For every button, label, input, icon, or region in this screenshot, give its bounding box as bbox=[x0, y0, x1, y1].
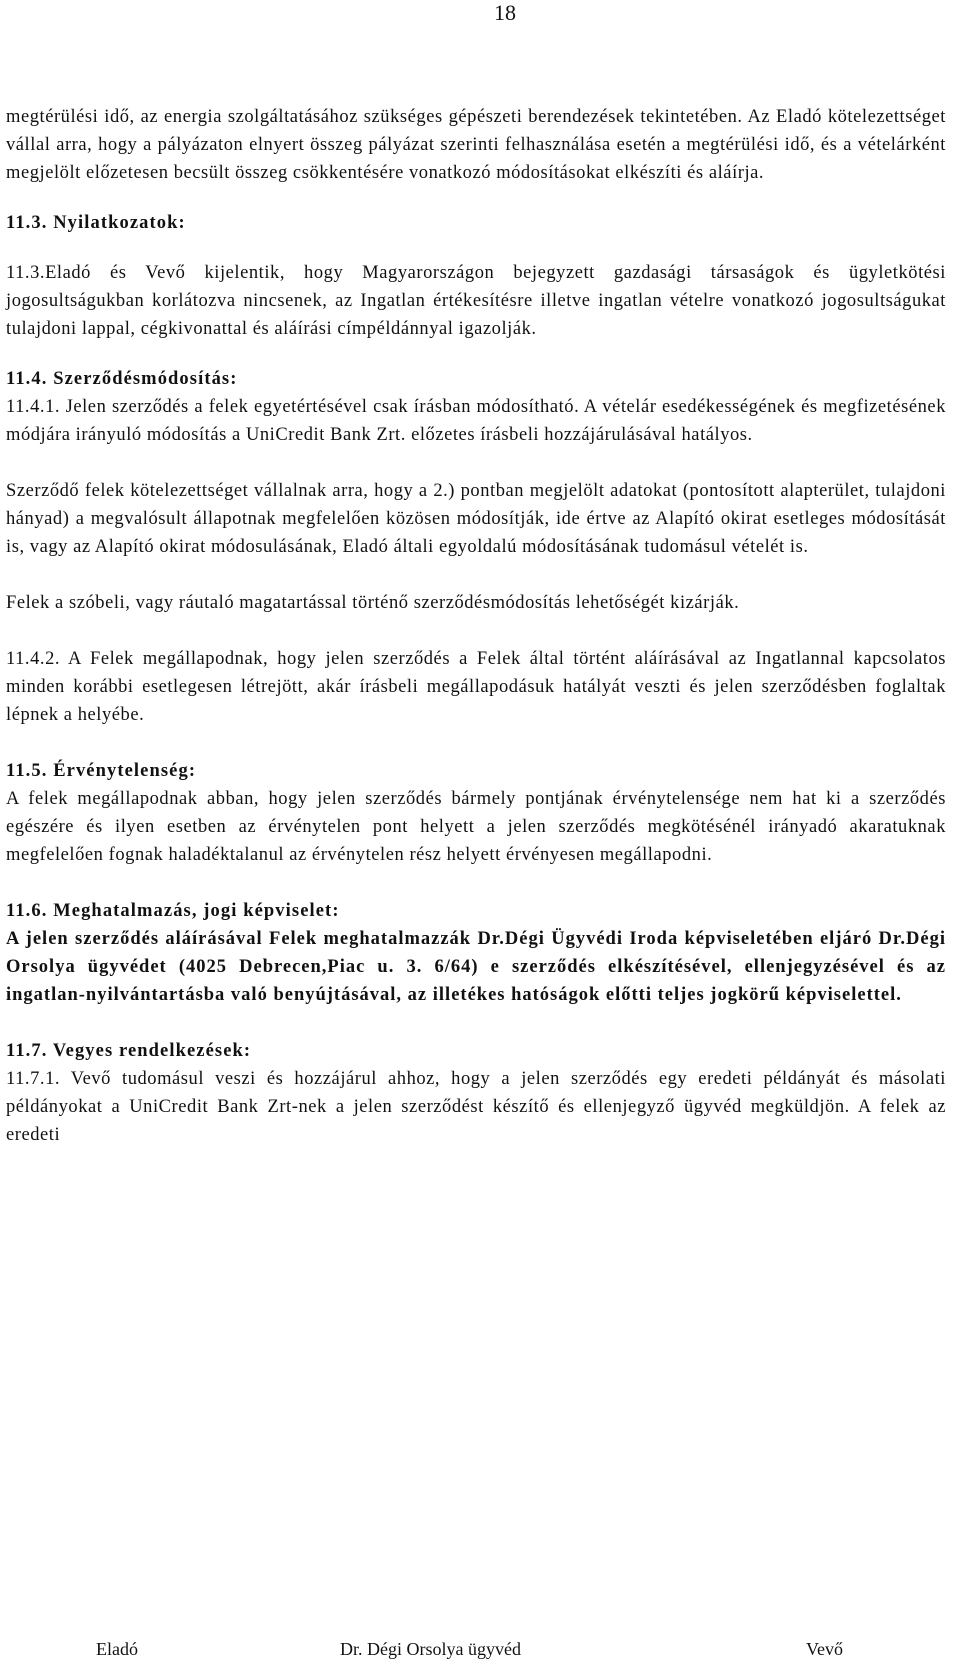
paragraph-szerzodo-felek: Szerződő felek kötelezettséget vállalnak arra, hogy a 2.) pontban megjelölt adatokat (pontosított alapterület, tulajdoni hányad) a megvalósult állapotnak megfelelően közösen módosítják, ide értve az Alapító okirat esetleges módosítását is, vagy az Alapító okirat módosulásának, Eladó általi egyoldalú módosításának tudomásul vételét is. bbox=[6, 481, 946, 557]
paragraph-11-5: A felek megállapodnak abban, hogy jelen szerződés bármely pontjának érvénytelensége nem hat ki a szerződés egészére és ilyen esetben az érvénytelen pont helyett a jelen szerződés megkötésénél irányadó akaratuknak megfelelően fognak haladéktalanul az érvénytelen rész helyett érvényesen megállapodni. bbox=[6, 789, 946, 865]
paragraph-11-7-1: 11.7.1. Vevő tudomásul veszi és hozzájárul ahhoz, hogy a jelen szerződés egy eredeti példányát és másolati példányokat a UniCredit Bank Zrt-nek a jelen szerződést készítő és ellenjegyző ügyvéd megküldjön. A felek az eredeti bbox=[6, 1069, 946, 1145]
footer-buyer-label: Vevő bbox=[806, 1639, 843, 1659]
paragraph-felek-szobeli: Felek a szóbeli, vagy ráutaló magatartással történő szerződésmódosítás lehetőségét kizárják. bbox=[6, 593, 740, 613]
heading-11-4: 11.4. Szerződésmódosítás: bbox=[6, 369, 238, 389]
heading-11-3: 11.3. Nyilatkozatok: bbox=[6, 213, 186, 233]
heading-11-5: 11.5. Érvénytelenség: bbox=[6, 761, 197, 781]
heading-11-6: 11.6. Meghatalmazás, jogi képviselet: bbox=[6, 901, 340, 921]
heading-11-7: 11.7. Vegyes rendelkezések: bbox=[6, 1041, 252, 1061]
paragraph-11-4-1: 11.4.1. Jelen szerződés a felek egyetértésével csak írásban módosítható. A vételár esedékességének és megfizetésének módjára irányuló módosítás a UniCredit Bank Zrt. előzetes írásbeli hozzájárulásával hatályos. bbox=[6, 397, 946, 445]
paragraph-11-4-2: 11.4.2. A Felek megállapodnak, hogy jelen szerződés a Felek által történt aláírásával az Ingatlannal kapcsolatos minden korábbi esetlegesen létrejött, akár írásbeli megállapodásuk hatályát veszti és jelen szerződésben foglaltak lépnek a helyébe. bbox=[6, 649, 946, 725]
paragraph-11-6: A jelen szerződés aláírásával Felek meghatalmazzák Dr.Dégi Ügyvédi Iroda képviseletében eljáró Dr.Dégi Orsolya ügyvédet (4025 Debrecen,Piac u. 3. 6/64) e szerződés elkészítésével, ellenjegyzésével és az ingatlan-nyilvántartásba való benyújtásával, az illetékes hatóságok előtti teljes jogkörű képviselettel. bbox=[6, 929, 946, 1005]
footer-seller-label: Eladó bbox=[96, 1639, 138, 1659]
paragraph-intro: megtérülési idő, az energia szolgáltatásához szükséges gépészeti berendezések tekintetében. Az Eladó kötelezettséget vállal arra, hogy a pályázaton elnyert összeg pályázat szerinti felhasználása esetén a megtérülési idő, és a vételárként megjelölt előzetesen becsült összeg csökkentésére vonatkozó módosításokat elkészíti és aláírja. bbox=[6, 107, 946, 183]
footer-lawyer-label: Dr. Dégi Orsolya ügyvéd bbox=[340, 1639, 521, 1659]
page-number: 18 bbox=[494, 0, 516, 25]
paragraph-11-3: 11.3.Eladó és Vevő kijelentik, hogy Magyarországon bejegyzett gazdasági társaságok és ügyletkötési jogosultságukban korlátozva nincsenek, az Ingatlan értékesítésre illetve ingatlan vételre vonatkozó jogosultságukat tulajdoni lappal, cégkivonattal és aláírási címpéldánnyal igazolják. bbox=[6, 263, 946, 339]
document-body bbox=[6, 103, 946, 1149]
